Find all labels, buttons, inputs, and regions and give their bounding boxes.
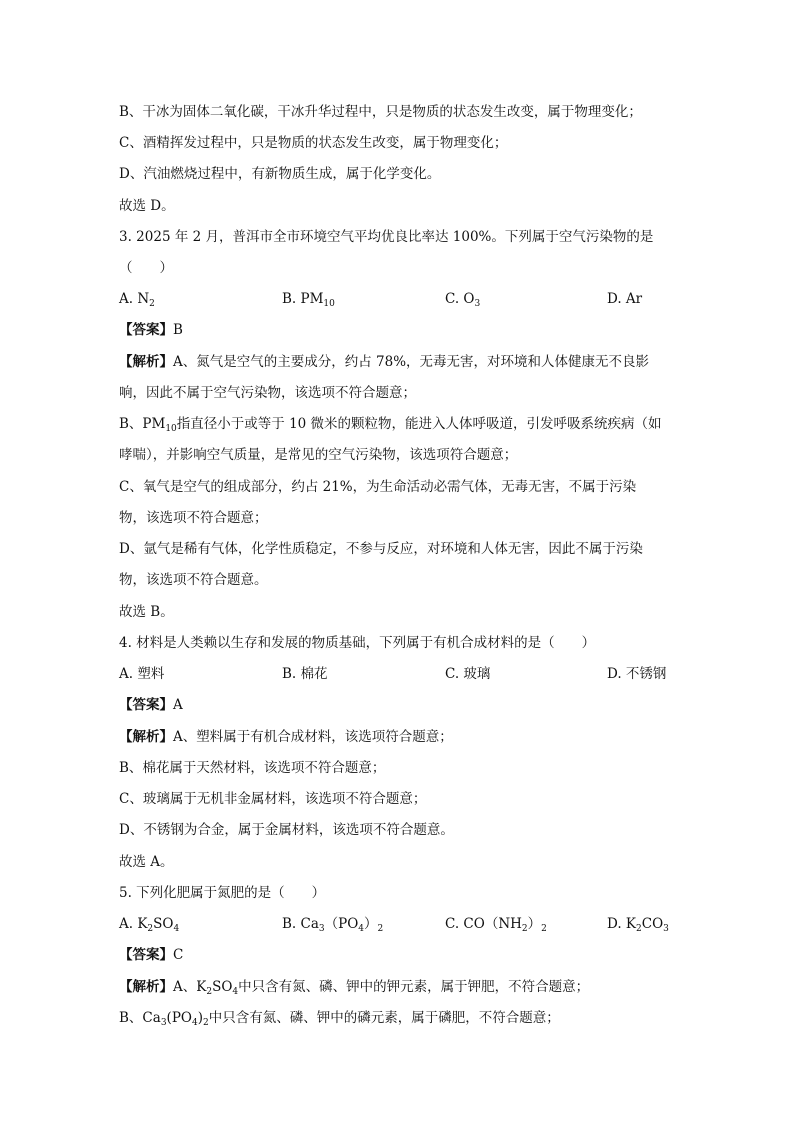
q3-analysis-a-1: 【解析】A、氮气是空气的主要成分，约占 78%，无毒无害，对环境和人体健康无不良影 [119,354,650,370]
q3-option-d: D. Ar [607,291,643,307]
q3-options [119,290,679,308]
q5-option-b: B. $Ca_3(PO_4)_2$ [282,916,384,934]
q4-option-c: C. 玻璃 [445,666,491,682]
q5-options [119,915,679,933]
q5-option-d: D. $K_2CO_3$ [607,916,669,934]
q4-answer: 【答案】A [119,697,183,713]
q2-analysis-b: B、干冰为固体二氧化碳，干冰升华过程中，只是物质的状态发生改变，属于物理变化； [119,104,642,120]
q4-option-a: A. 塑料 [119,666,165,682]
q2-choose: 故选 D。 [119,198,175,214]
q5-option-c: C. $CO(NH_2)_2$ [445,916,547,934]
q3-stem: 3. 2025 年 2 月，普洱市全市环境空气平均优良比率达 100%。下列属于空气污染物的是 [119,229,654,245]
q5-analysis-a: 【解析】A、$K_2SO_4$中只含有氮、磷、钾中的钾元素，属于钾肥，不符合题意； [119,979,590,997]
q2-analysis-d: D、汽油燃烧过程中，有新物质生成，属于化学变化。 [119,166,441,182]
q4-choose: 故选 A。 [119,854,174,870]
q3-analysis-c-2: 物，该选项不符合题意； [119,510,268,526]
q3-option-b: B. $PM_{10}$ [282,291,335,309]
q4-analysis-a: 【解析】A、塑料属于有机合成材料，该选项符合题意； [119,729,453,745]
q5-analysis-b: B、$Ca_3(PO_4)_2$中只含有氮、磷、钾中的磷元素，属于磷肥，不符合题意； [119,1010,560,1028]
q3-answer: 【答案】B [119,322,183,338]
q5-answer: 【答案】C [119,947,184,963]
q3-analysis-d-2: 物，该选项不符合题意。 [119,572,268,588]
q3-option-a: A. $N_2$ [119,291,155,309]
q3-paren: （ ） [119,260,173,276]
q3-choose: 故选 B。 [119,604,174,620]
q4-option-d: D. 不锈钢 [607,666,667,682]
q3-analysis-c-1: C、氧气是空气的组成部分，约占 21%，为生命活动必需气体，无毒无害，不属于污染 [119,479,637,495]
q3-option-c: C. $O_3$ [445,291,481,309]
q4-stem: 4. 材料是人类赖以生存和发展的物质基础，下列属于有机合成材料的是（ ） [119,635,596,651]
q5-stem: 5. 下列化肥属于氮肥的是（ ） [119,885,326,901]
q4-analysis-b: B、棉花属于天然材料，该选项不符合题意； [119,760,386,776]
q5-option-a: A. $K_2SO_4$ [119,916,180,934]
q4-analysis-c: C、玻璃属于无机非金属材料，该选项不符合题意； [119,791,427,807]
q4-option-b: B. 棉花 [282,666,328,682]
q3-analysis-b-2: 哮喘），并影响空气质量，是常见的空气污染物，该选项符合题意； [119,447,518,463]
q2-analysis-c: C、酒精挥发过程中，只是物质的状态发生改变，属于物理变化； [119,135,508,151]
q4-options [119,665,679,683]
q4-analysis-d: D、不锈钢为合金，属于金属材料，该选项不符合题意。 [119,822,454,838]
q3-analysis-b-1: B、$PM_{10}$指直径小于或等于 10 微米的颗粒物，能进入人体呼吸道，引发呼吸系统疾病（如 [119,416,662,434]
q3-analysis-d-1: D、氩气是稀有气体，化学性质稳定，不参与反应，对环境和人体无害，因此不属于污染 [119,541,643,557]
q3-analysis-a-2: 响，因此不属于空气污染物，该选项不符合题意； [119,385,416,401]
